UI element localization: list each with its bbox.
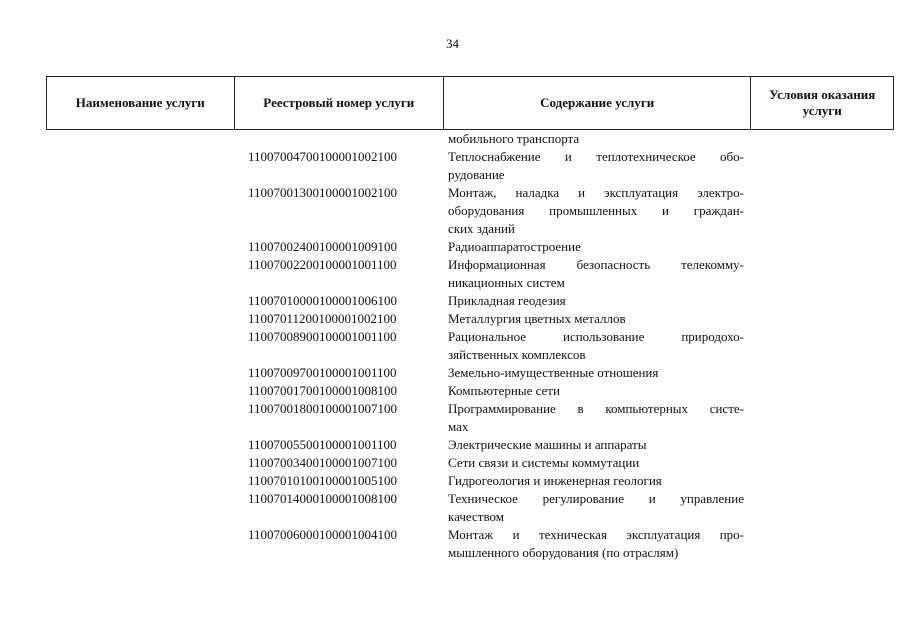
registry-number: 11007002400100001009100 <box>248 239 398 254</box>
content-line: Программирование в компьютерных систе- <box>448 401 744 416</box>
content-line: Гидрогеология и инженерная геология <box>448 473 662 488</box>
service-content <box>444 490 752 526</box>
registry-number: 11007003400100001007100 <box>248 455 398 470</box>
table-row <box>46 436 894 454</box>
content-line: мышленного оборудования (по отраслям) <box>448 545 679 560</box>
service-content <box>444 310 752 328</box>
table-header <box>46 76 894 130</box>
service-content <box>444 256 752 292</box>
table-row <box>46 364 894 382</box>
service-content <box>444 472 752 490</box>
service-content <box>444 364 752 382</box>
content-line: оборудования промышленных и граждан- <box>448 203 744 218</box>
content-line: Радиоаппаратостроение <box>448 239 581 254</box>
registry-number: 11007010100100001005100 <box>248 473 398 488</box>
content-line: никационных систем <box>448 275 565 290</box>
table-row <box>46 130 894 148</box>
table-row <box>46 256 894 292</box>
table-row <box>46 454 894 472</box>
content-line: ских зданий <box>448 221 515 236</box>
registry-number: 11007001800100001007100 <box>248 401 398 416</box>
content-line: Земельно-имущественные отношения <box>448 365 659 380</box>
page-number: 34 <box>446 36 459 51</box>
table-row <box>46 400 894 436</box>
content-line: качеством <box>448 509 504 524</box>
content-line: Компьютерные сети <box>448 383 560 398</box>
table-row <box>46 328 894 364</box>
registry-number: 11007006000100001004100 <box>248 527 398 542</box>
registry-number: 11007014000100001008100 <box>248 491 398 506</box>
registry-number: 11007008900100001001100 <box>248 329 397 344</box>
content-line: Монтаж, наладка и эксплуатация электро- <box>448 185 744 200</box>
content-line: Теплоснабжение и теплотехническое обо- <box>448 149 744 164</box>
registry-number: 11007005500100001001100 <box>248 437 397 452</box>
table-row <box>46 184 894 238</box>
service-content <box>444 328 752 364</box>
content-line: Прикладная геодезия <box>448 293 566 308</box>
service-content <box>444 382 752 400</box>
service-content <box>444 526 752 562</box>
service-content <box>444 148 752 184</box>
content-line: Информационная безопасность телекомму- <box>448 257 744 272</box>
content-line: Рациональное использование природохо- <box>448 329 744 344</box>
registry-number: 11007009700100001001100 <box>248 365 397 380</box>
service-content <box>444 184 752 238</box>
table-row <box>46 490 894 526</box>
service-content <box>444 400 752 436</box>
content-line: Техническое регулирование и управление <box>448 491 744 506</box>
content-line: рудование <box>448 167 505 182</box>
service-content <box>444 292 752 310</box>
content-line: Электрические машины и аппараты <box>448 437 647 452</box>
content-line: мобильного транспорта <box>448 131 580 146</box>
service-content <box>444 130 752 148</box>
service-content <box>444 454 752 472</box>
header-registry-number: Реестровый номер услуги <box>235 77 445 129</box>
table-row <box>46 526 894 562</box>
content-line: мах <box>448 419 469 434</box>
content-line: Монтаж и техническая эксплуатация про- <box>448 527 744 542</box>
table-row <box>46 310 894 328</box>
header-service-content: Содержание услуги <box>444 77 751 129</box>
registry-number: 11007010000100001006100 <box>248 293 398 308</box>
service-content <box>444 436 752 454</box>
registry-number: 11007002200100001001100 <box>248 257 397 272</box>
table-row <box>46 472 894 490</box>
table-row <box>46 238 894 256</box>
registry-number: 11007011200100001002100 <box>248 311 397 326</box>
content-line: Сети связи и системы коммутации <box>448 455 640 470</box>
table-rows <box>46 130 894 562</box>
content-line: Металлургия цветных металлов <box>448 311 626 326</box>
header-service-name: Наименование услуги <box>47 77 235 129</box>
registry-number: 11007001700100001008100 <box>248 383 398 398</box>
table-row <box>46 148 894 184</box>
header-service-conditions: Условия оказания услуги <box>769 87 876 118</box>
table-row <box>46 292 894 310</box>
table-row <box>46 382 894 400</box>
registry-number: 11007004700100001002100 <box>248 149 398 164</box>
content-line: зяйственных комплексов <box>448 347 586 362</box>
registry-number: 11007001300100001002100 <box>248 185 398 200</box>
service-content <box>444 238 752 256</box>
